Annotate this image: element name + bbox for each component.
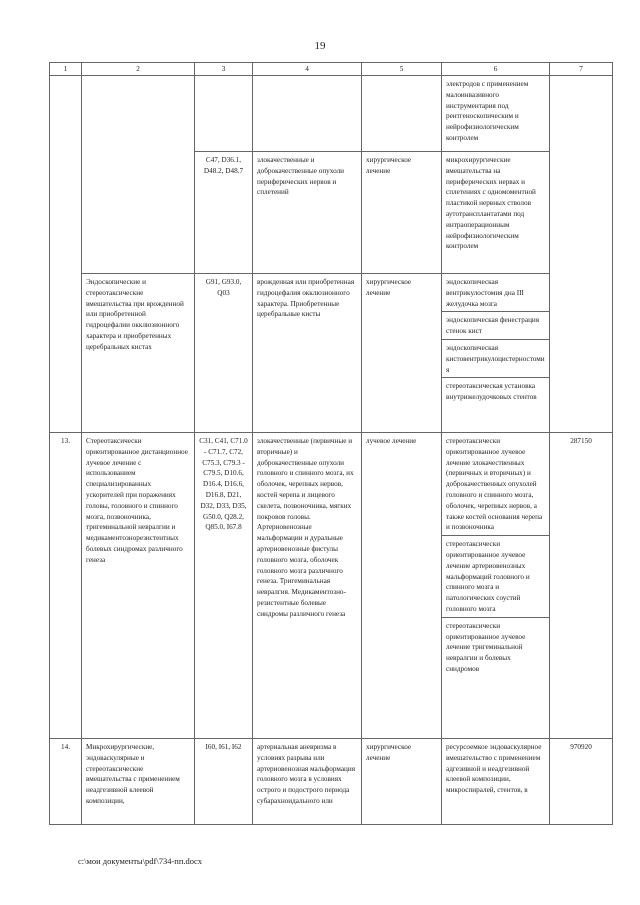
model-cell <box>253 76 362 152</box>
method-item: эндоскопическая вентрикулостомия дна III желудочка мозга <box>446 278 524 308</box>
header-cell: 6 <box>442 63 550 76</box>
icd-cell <box>195 76 253 152</box>
treatment-cell: хирургическое лечение <box>362 274 442 433</box>
method-cell <box>442 433 550 739</box>
table-row <box>50 739 613 825</box>
header-cell: 3 <box>195 63 253 76</box>
method-cell: микрохирургические вмешательства на периферических нервах и сплетениях с одномоментной пластикой нервных стволов аутотрансплантатами под интраоперационным нейрофизиологическим контролем <box>442 152 550 274</box>
icd-cell: C47, D36.1, D48.2, D48.7 <box>195 152 253 274</box>
treatment-cell: хирургическое лечение <box>362 152 442 274</box>
header-cell: 4 <box>253 63 362 76</box>
name-cell: Микрохирургические, эндоваскулярные и стереотаксические вмешательства с применением неадгезивной клеевой композиции, <box>82 739 195 825</box>
header-cell: 7 <box>550 63 613 76</box>
table-row <box>50 274 613 433</box>
method-item: эндоскопическая фенестрация стенок кист <box>442 311 549 339</box>
model-cell: артериальная аневризма в условиях разрыва или артериовенозная мальформация головного мозга в условиях острого и подострого периода субарахноидального или <box>253 739 362 825</box>
method-cell: ресурсоемкое эндоваскулярное вмешательство с применением адгезивной и неадгезивной клеевой композиции, микроспиралей, стентов, в <box>442 739 550 825</box>
header-cell: 2 <box>82 63 195 76</box>
row-number-cell <box>50 76 82 433</box>
row-number-cell: 13. <box>50 433 82 739</box>
name-cell: Стереотаксически ориентированное дистанционное лучевое лечение с использованием специализированных ускорителей при поражениях головы, головного и спинного мозга, позвоночника, тригеминальной невралгии и медикаментознорезистентных болевых синдромах различного генеза <box>82 433 195 739</box>
method-cell: электродов с применением малоинвазивного инструментария под рентгеноскопическим и нейрофизиологическим контролем <box>442 76 550 152</box>
method-item: эндоскопическая кистовентрикулоцистерностомия <box>442 339 549 377</box>
icd-cell: I60, I61, I62 <box>195 739 253 825</box>
row-number-cell: 14. <box>50 739 82 825</box>
cost-cell: 970920 <box>550 739 613 825</box>
file-path-footer: c:\мои документы\pdf\734-пп.docx <box>78 856 203 866</box>
model-cell: врожденная или приобретенная гидроцефалия окклюзионного характера. Приобретенные церебральные кисты <box>253 274 362 433</box>
cost-cell: 287150 <box>550 433 613 739</box>
method-item: стереотаксически ориентированное лучевое лечение тригеминальной невралгии и болевых синдромов <box>442 617 549 677</box>
header-cell: 5 <box>362 63 442 76</box>
icd-cell: C31, C41, C71.0 - C71.7, C72, C75.3, C79.3 - C79.5, D10.6, D16.4, D16.6, D16.8, D21, D32, D33, D35, G50.0, Q28.2, Q85.0, I67.8 <box>195 433 253 739</box>
model-cell: злокачественные (первичные и вторичные) и доброкачественные опухоли головного и спинного мозга, их оболочек, черепных нервов, костей черепа и лицевого скелета, позвоночника, мягких покровов головы. Артериовенозные мальформации и дуральные артериовенозные фистулы головного мозга, оболочек головного мозга различного генеза. Тригеминальная невралгия. Медикаментозно-резистентные болевые синдромы различного генеза <box>253 433 362 739</box>
table-row <box>50 76 613 152</box>
page-number: 19 <box>314 40 326 52</box>
table-row <box>50 433 613 739</box>
method-item: стереотаксическая установка внутрижелудочковых стентов <box>442 377 549 405</box>
name-cell: Эндоскопические и стереотаксические вмешательства при врожденной или приобретенной гидроцефалии окклюзионного характера и приобретенных церебральных кистах <box>82 274 195 433</box>
header-cell: 1 <box>50 63 82 76</box>
treatment-cell <box>362 76 442 152</box>
treatment-cell: хирургическое лечение <box>362 739 442 825</box>
model-cell: злокачественные и доброкачественные опухоли периферических нервов и сплетений <box>253 152 362 274</box>
name-cell <box>82 76 195 274</box>
cost-cell <box>550 76 613 433</box>
treatment-cell: лучевое лечение <box>362 433 442 739</box>
procedures-table <box>49 62 613 825</box>
header-row <box>50 63 613 76</box>
method-item: стереотаксически ориентированное лучевое лечение артериовенозных мальформаций головного и спинного мозга и патологических соустий головного мозга <box>442 535 549 617</box>
method-cell <box>442 274 550 433</box>
method-item: стереотаксически ориентированное лучевое лечение злокачественных (первичных и вторичных) и доброкачественных опухолей головного и спинного мозга, оболочек, черепных нервов, а также костей основания черепа и позвоночника <box>446 437 543 532</box>
icd-cell: G91, G93.0, Q03 <box>195 274 253 433</box>
